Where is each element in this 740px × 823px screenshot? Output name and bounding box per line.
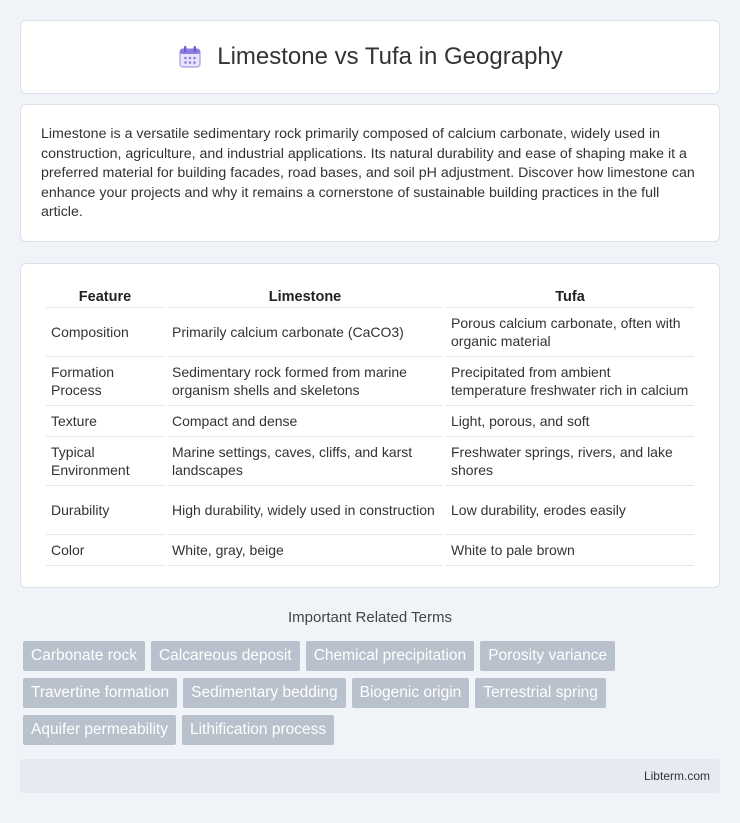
tag-row <box>23 678 723 708</box>
intro-paragraph: Limestone is a versatile sedimentary rock primarily composed of calcium carbonate, widely used in construction, agriculture, and industrial applications. Its natural durability and ease of shaping make it a preferred material for building facades, road bases, and soil pH adjustment. Discover how limestone can enhance your projects and why it remains a cornerstone of sustainable building practices in the full article. <box>41 126 695 221</box>
header-tufa: Tufa <box>446 284 694 308</box>
tufa-cell: Low durability, erodes easily <box>446 486 694 535</box>
related-term-tag[interactable]: Travertine formation <box>23 678 177 708</box>
header-feature: Feature <box>46 284 164 308</box>
table-header-row <box>46 284 694 308</box>
tufa-cell: Porous calcium carbonate, often with organic material <box>446 308 694 357</box>
feature-cell: Texture <box>46 406 164 437</box>
limestone-cell: Sedimentary rock formed from marine organism shells and skeletons <box>167 357 443 406</box>
page-title: Limestone vs Tufa in Geography <box>217 43 563 70</box>
feature-cell: Color <box>46 535 164 566</box>
limestone-cell: White, gray, beige <box>167 535 443 566</box>
related-term-tag[interactable]: Aquifer permeability <box>23 715 176 745</box>
limestone-cell: Marine settings, caves, cliffs, and karst landscapes <box>167 437 443 486</box>
table-row <box>46 406 694 437</box>
comparison-card <box>20 263 720 588</box>
table-row <box>46 357 694 406</box>
footer-site-link[interactable]: Libterm.com <box>643 769 710 783</box>
feature-cell: Typical Environment <box>46 437 164 486</box>
table-row <box>46 437 694 486</box>
intro-card <box>20 104 720 242</box>
limestone-cell: Compact and dense <box>167 406 443 437</box>
related-term-tag[interactable]: Porosity variance <box>480 641 615 671</box>
feature-cell: Composition <box>46 308 164 357</box>
related-term-tag[interactable]: Carbonate rock <box>23 641 145 671</box>
header-limestone: Limestone <box>167 284 443 308</box>
related-term-tag[interactable]: Sedimentary bedding <box>183 678 346 708</box>
table-row <box>46 535 694 566</box>
related-term-tag[interactable]: Terrestrial spring <box>475 678 606 708</box>
calendar-icon <box>177 44 203 70</box>
related-term-tag[interactable]: Chemical precipitation <box>306 641 475 671</box>
tag-row <box>23 715 723 745</box>
header-card <box>20 20 720 94</box>
limestone-cell: Primarily calcium carbonate (CaCO3) <box>167 308 443 357</box>
feature-cell: Durability <box>46 486 164 535</box>
footer <box>20 759 720 793</box>
related-terms-title: Important Related Terms <box>288 609 452 626</box>
table-row <box>46 486 694 535</box>
limestone-cell: High durability, widely used in construction <box>167 486 443 535</box>
title-wrap <box>177 43 563 71</box>
related-term-tag[interactable]: Lithification process <box>182 715 334 745</box>
tufa-cell: Light, porous, and soft <box>446 406 694 437</box>
tufa-cell: Precipitated from ambient temperature freshwater rich in calcium <box>446 357 694 406</box>
related-terms-list <box>23 641 723 752</box>
table-row <box>46 308 694 357</box>
tufa-cell: White to pale brown <box>446 535 694 566</box>
tag-row <box>23 641 723 671</box>
comparison-table <box>43 284 697 566</box>
related-term-tag[interactable]: Biogenic origin <box>352 678 470 708</box>
tufa-cell: Freshwater springs, rivers, and lake shores <box>446 437 694 486</box>
feature-cell: Formation Process <box>46 357 164 406</box>
related-term-tag[interactable]: Calcareous deposit <box>151 641 300 671</box>
